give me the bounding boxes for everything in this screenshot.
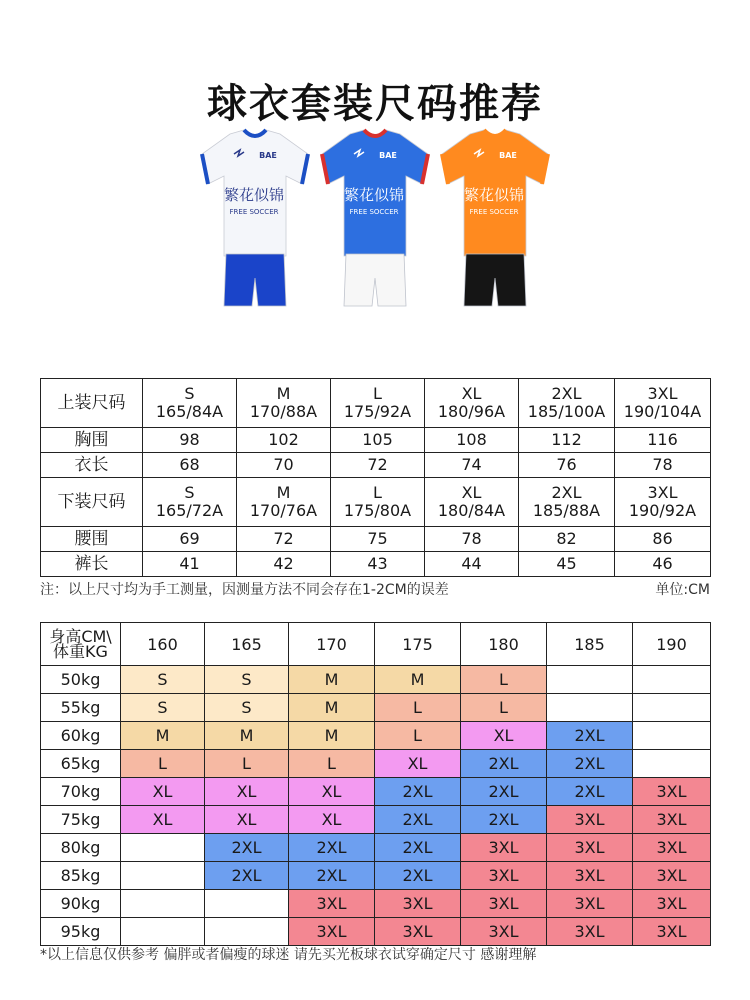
height-header-cell: 165 [205,623,289,666]
svg-text:繁花似锦: 繁花似锦 [463,186,525,204]
recommendation-cell [121,862,205,890]
collar [244,130,266,136]
size-spec: 185/100A [527,402,606,421]
recommendation-cell: 3XL [461,890,547,918]
recommendation-cell: XL [289,778,375,806]
corner-cell [41,623,121,666]
measure-cell: 116 [615,428,711,453]
weight-row [41,918,711,946]
size-recommendation-table [40,622,711,946]
recommendation-cell: 2XL [375,834,461,862]
recommendation-cell: L [461,666,547,694]
height-header-cell: 190 [633,623,711,666]
measure-cell: 72 [331,453,425,478]
recommendation-cell: M [289,694,375,722]
recommendation-cell: 2XL [461,806,547,834]
recommendation-cell: 3XL [375,918,461,946]
measure-cell: 72 [237,527,331,552]
measure-cell: 70 [237,453,331,478]
recommendation-cell: XL [461,722,547,750]
recommendation-cell: 3XL [547,806,633,834]
height-header-cell: 160 [121,623,205,666]
measure-cell: 75 [331,527,425,552]
measure-cell: 41 [143,552,237,577]
size-code: XL [461,483,482,502]
recommendation-cell: M [205,722,289,750]
recommendation-cell [633,694,711,722]
recommendation-cell: 3XL [547,834,633,862]
recommendation-cell: 2XL [461,750,547,778]
size-code: S [184,483,195,502]
recommendation-cell: 3XL [547,918,633,946]
svg-text:繁花似锦: 繁花似锦 [223,186,285,204]
recommendation-cell [121,890,205,918]
size-spec: 165/84A [155,402,224,421]
size-spec: 190/92A [628,501,697,520]
table-row [41,453,711,478]
recommendation-cell [547,694,633,722]
height-header-cell: 180 [461,623,547,666]
measure-cell: 44 [425,552,519,577]
recommendation-cell: L [375,694,461,722]
recommendation-cell: 3XL [633,918,711,946]
recommendation-cell: L [375,722,461,750]
size-spec: 190/104A [623,402,702,421]
measure-cell: 46 [615,552,711,577]
recommendation-cell: S [205,666,289,694]
size-code: S [184,384,195,403]
collar [364,130,386,136]
weight-row [41,890,711,918]
row-label: 腰围 [41,527,143,552]
weight-label: 70kg [41,778,121,806]
recommendation-cell [633,750,711,778]
height-header-cell: 170 [289,623,375,666]
svg-text:FREE SOCCER: FREE SOCCER [469,208,519,216]
size-spec: 175/92A [343,402,412,421]
size-header-cell [519,379,615,428]
measure-cell: 43 [331,552,425,577]
measure-cell: 108 [425,428,519,453]
white-kit-image [190,128,320,318]
svg-text:繁花似锦: 繁花似锦 [343,186,405,204]
size-code: 3XL [647,384,678,403]
recommendation-cell: 3XL [633,778,711,806]
size-header-cell [425,478,519,527]
size-spec: 170/76A [249,501,318,520]
recommendation-cell: XL [375,750,461,778]
measure-cell: 76 [519,453,615,478]
recommendation-cell: 3XL [547,890,633,918]
size-code: L [373,483,382,502]
weight-label: 85kg [41,862,121,890]
recommendation-cell: 2XL [375,862,461,890]
weight-label: 95kg [41,918,121,946]
recommendation-cell: XL [121,806,205,834]
recommendation-cell: 2XL [205,834,289,862]
recommendation-cell [633,722,711,750]
weight-label: 60kg [41,722,121,750]
recommendation-cell: 3XL [289,890,375,918]
bottom-size-row-label: 下装尺码 [41,478,143,527]
bottom-size-row [41,478,711,527]
recommendation-cell: 3XL [461,862,547,890]
recommendation-cell: L [121,750,205,778]
measure-cell: 74 [425,453,519,478]
recommendation-cell: L [289,750,375,778]
size-header-cell [615,478,711,527]
measure-cell: 112 [519,428,615,453]
size-header-cell [615,379,711,428]
recommendation-cell: 3XL [633,890,711,918]
recommendation-cell: 3XL [461,834,547,862]
recommendation-cell: 2XL [289,862,375,890]
recommendation-cell: XL [205,806,289,834]
weight-row [41,722,711,750]
recommendation-cell: S [121,666,205,694]
recommendation-cell [205,918,289,946]
recommendation-cell: M [289,722,375,750]
weight-row [41,834,711,862]
blue-kit-image [310,128,440,318]
recommendation-cell [121,918,205,946]
table-row [41,527,711,552]
weight-label: 50kg [41,666,121,694]
measurement-note: 注：以上尺寸均为手工测量，因测量方法不同会存在1-2CM的误差 [40,582,449,598]
recommendation-cell: S [121,694,205,722]
size-spec: 165/72A [155,501,224,520]
size-code: L [373,384,382,403]
weight-row [41,694,711,722]
measure-cell: 86 [615,527,711,552]
weight-label: 65kg [41,750,121,778]
recommendation-cell [121,834,205,862]
measure-cell: 45 [519,552,615,577]
recommendation-cell [633,666,711,694]
weight-row [41,862,711,890]
size-spec: 180/84A [437,501,506,520]
height-header-cell: 175 [375,623,461,666]
weight-label: 55kg [41,694,121,722]
size-code: 2XL [551,483,582,502]
recommendation-cell: 2XL [289,834,375,862]
size-code: M [276,384,291,403]
row-label: 裤长 [41,552,143,577]
size-code: XL [461,384,482,403]
recommendation-cell: M [375,666,461,694]
corner-weight-label: 体重KG [53,642,108,661]
white-kit-illustration [190,128,320,318]
top-size-row-label: 上装尺码 [41,379,143,428]
page-title: 球衣套装尺码推荐 [207,81,543,127]
recommendation-cell: S [205,694,289,722]
svg-text:FREE SOCCER: FREE SOCCER [229,208,279,216]
size-spec: 185/88A [532,501,601,520]
recommendation-cell: 3XL [633,806,711,834]
measure-cell: 42 [237,552,331,577]
unit-label: 单位:CM [655,582,710,598]
measure-cell: 78 [425,527,519,552]
recommendation-cell: 3XL [461,918,547,946]
weight-row [41,778,711,806]
recommendation-cell: 3XL [633,862,711,890]
size-header-cell [425,379,519,428]
weight-row [41,750,711,778]
shorts [464,254,526,306]
size-header-cell [237,478,331,527]
recommendation-cell: 3XL [375,890,461,918]
svg-text:BAE: BAE [379,151,397,160]
size-header-cell [331,379,425,428]
recommendation-cell: 3XL [547,862,633,890]
measure-cell: 69 [143,527,237,552]
recommendation-cell [547,666,633,694]
recommendation-cell: XL [121,778,205,806]
row-label: 胸围 [41,428,143,453]
size-header-cell [143,478,237,527]
orange-kit-illustration [430,128,560,318]
svg-text:BAE: BAE [259,151,277,160]
recommendation-cell: 2XL [375,778,461,806]
size-header-cell [237,379,331,428]
size-code: 3XL [647,483,678,502]
recommendation-cell: L [461,694,547,722]
recommendation-cell [205,890,289,918]
weight-label: 75kg [41,806,121,834]
table-row [41,552,711,577]
size-spec: 175/80A [343,501,412,520]
recommendation-cell: 2XL [375,806,461,834]
recommendation-cell: 3XL [633,834,711,862]
weight-row [41,806,711,834]
size-code: 2XL [551,384,582,403]
size-header-cell [143,379,237,428]
top-size-row [41,379,711,428]
measure-cell: 68 [143,453,237,478]
shorts [224,254,286,306]
size-header-cell [519,478,615,527]
weight-row [41,666,711,694]
recommendation-cell: XL [289,806,375,834]
recommendation-cell: 2XL [461,778,547,806]
orange-kit-image [430,128,560,318]
blue-kit-illustration [310,128,440,318]
measure-cell: 98 [143,428,237,453]
size-code: M [276,483,291,502]
svg-text:BAE: BAE [499,151,517,160]
measure-cell: 82 [519,527,615,552]
svg-text:FREE SOCCER: FREE SOCCER [349,208,399,216]
measure-cell: 102 [237,428,331,453]
weight-label: 90kg [41,890,121,918]
recommendation-cell: L [205,750,289,778]
recommendation-cell: M [121,722,205,750]
size-chart-table [40,378,711,577]
height-header-row [41,623,711,666]
weight-label: 80kg [41,834,121,862]
recommendation-cell: 2XL [547,722,633,750]
shorts [344,254,406,306]
recommendation-cell: 2XL [547,750,633,778]
size-header-cell [331,478,425,527]
size-spec: 170/88A [249,402,318,421]
measure-cell: 105 [331,428,425,453]
height-header-cell: 185 [547,623,633,666]
recommendation-cell: XL [205,778,289,806]
recommendation-cell: 2XL [547,778,633,806]
size-spec: 180/96A [437,402,506,421]
recommendation-cell: 3XL [289,918,375,946]
recommendation-cell: M [289,666,375,694]
corner-height-label: 身高CM\ [49,627,112,646]
collar [484,130,506,136]
row-label: 衣长 [41,453,143,478]
table-row [41,428,711,453]
recommendation-cell: 2XL [205,862,289,890]
measure-cell: 78 [615,453,711,478]
kit-gallery [0,128,750,320]
disclaimer-note: *以上信息仅供参考 偏胖或者偏瘦的球迷 请先买光板球衣试穿确定尺寸 感谢理解 [40,947,537,963]
